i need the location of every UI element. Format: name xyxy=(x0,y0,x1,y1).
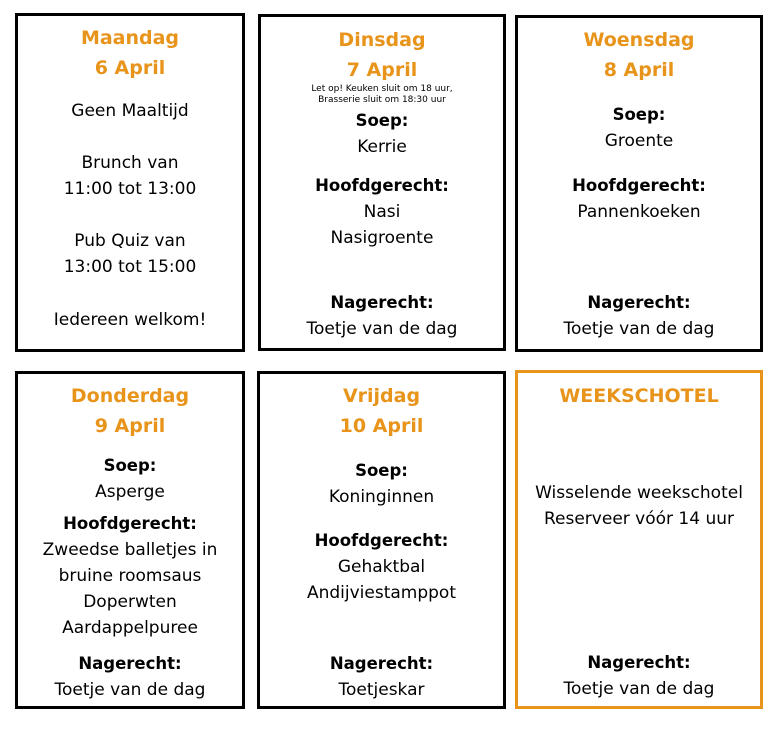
weekschotel-title: WEEKSCHOTEL xyxy=(559,385,719,407)
main-value: Pannenkoeken xyxy=(577,202,701,222)
card-weekschotel xyxy=(515,370,763,709)
main-value: Nasi xyxy=(363,202,401,222)
day-title: Vrijdag xyxy=(342,385,421,407)
main-value: Nasigroente xyxy=(330,228,434,248)
card-friday xyxy=(257,371,506,709)
day-date: 7 April xyxy=(346,59,418,81)
main-value: Zweedse balletjes in xyxy=(42,540,218,560)
day-date: 9 April xyxy=(94,415,166,437)
day-date: 6 April xyxy=(94,57,166,79)
main-value: Andijviestamppot xyxy=(306,583,457,603)
kitchen-note: Let op! Keuken sluit om 18 uur, xyxy=(311,84,453,94)
soup-label: Soep: xyxy=(103,456,157,475)
dessert-value: Toetjeskar xyxy=(338,680,425,700)
dessert-value: Toetje van de dag xyxy=(306,319,458,339)
soup-value: Koninginnen xyxy=(328,487,435,507)
main-value: Aardappelpuree xyxy=(62,618,198,638)
card-monday xyxy=(15,13,245,352)
day-title: Dinsdag xyxy=(338,29,426,51)
info-line: Geen Maaltijd xyxy=(71,101,189,121)
main-label: Hoofdgerecht: xyxy=(572,176,706,195)
soup-label: Soep: xyxy=(355,461,408,480)
dessert-label: Nagerecht: xyxy=(330,293,434,312)
dessert-value: Toetje van de dag xyxy=(54,680,206,700)
info-line: 13:00 tot 15:00 xyxy=(63,257,197,277)
weekschotel-line: Reserveer vóór 14 uur xyxy=(543,509,734,529)
soup-value: Kerrie xyxy=(357,137,407,157)
soup-value: Asperge xyxy=(95,482,165,502)
main-label: Hoofdgerecht: xyxy=(314,531,449,550)
day-title: Maandag xyxy=(80,27,180,49)
main-value: Doperwten xyxy=(83,592,177,612)
main-value: Gehaktbal xyxy=(337,557,426,577)
dessert-label: Nagerecht: xyxy=(329,654,434,673)
card-tuesday xyxy=(258,14,506,351)
day-date: 8 April xyxy=(603,59,675,81)
day-date: 10 April xyxy=(339,415,424,437)
info-line: Pub Quiz van xyxy=(74,231,186,251)
day-title: Woensdag xyxy=(583,29,695,51)
day-title: Donderdag xyxy=(70,385,190,407)
dessert-label: Nagerecht: xyxy=(587,653,691,672)
dessert-label: Nagerecht: xyxy=(587,293,691,312)
soup-label: Soep: xyxy=(355,111,409,130)
kitchen-note: Brasserie sluit om 18:30 uur xyxy=(318,95,446,105)
dessert-label: Nagerecht: xyxy=(78,654,182,673)
card-thursday xyxy=(15,371,245,709)
info-line: Brunch van xyxy=(81,153,179,173)
info-line: Iedereen welkom! xyxy=(53,310,207,330)
info-line: 11:00 tot 13:00 xyxy=(63,179,197,199)
weekschotel-line: Wisselende weekschotel xyxy=(535,483,743,503)
dessert-value: Toetje van de dag xyxy=(563,319,715,339)
main-value: bruine roomsaus xyxy=(58,566,202,586)
main-label: Hoofdgerecht: xyxy=(315,176,449,195)
dessert-value: Toetje van de dag xyxy=(563,679,715,699)
card-wednesday xyxy=(515,15,763,352)
main-label: Hoofdgerecht: xyxy=(63,514,197,533)
soup-label: Soep: xyxy=(612,105,666,124)
soup-value: Groente xyxy=(604,131,674,151)
